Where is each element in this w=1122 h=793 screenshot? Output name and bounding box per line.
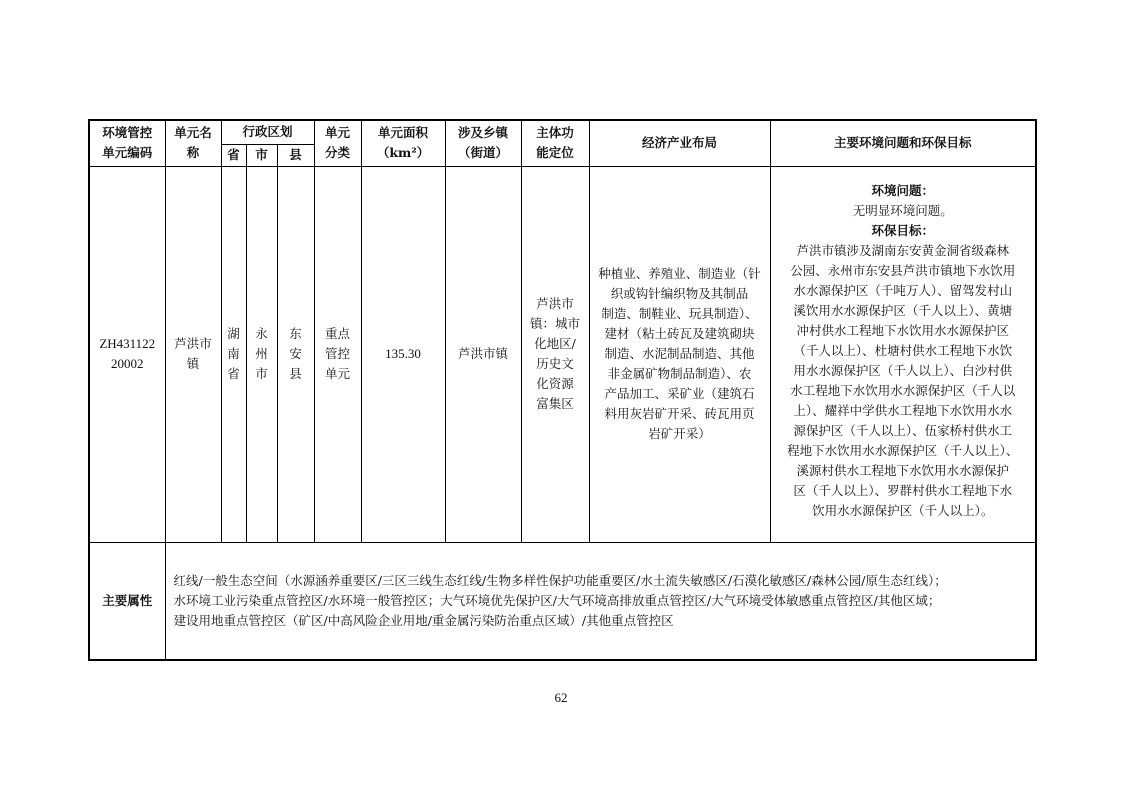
cell-city: 永 州 市 bbox=[246, 166, 277, 542]
env-problem-text: 无明显环境问题。 bbox=[852, 202, 953, 218]
env-goal-label: 环保目标： bbox=[871, 222, 935, 238]
header-province: 省 bbox=[221, 144, 246, 166]
attributes-row bbox=[89, 542, 1036, 660]
header-name: 单元名 称 bbox=[165, 120, 221, 166]
header-area: 单元面积 （km²） bbox=[361, 120, 445, 166]
header-economy: 经济产业布局 bbox=[589, 120, 770, 166]
cell-county: 东 安 县 bbox=[277, 166, 314, 542]
attributes-label: 主要属性 bbox=[89, 542, 165, 660]
header-city: 市 bbox=[246, 144, 277, 166]
header-county: 县 bbox=[277, 144, 314, 166]
cell-economy: 种植业、养殖业、制造业（针 织或钩针编织物及其制品 制造、制鞋业、玩具制造）、 建材（粘土砖瓦及建筑砌块 制造、水泥制品制造、其他 非金属矿物制品制造）、农 产品加工、采矿业（建筑石 料用灰岩矿开采、砖瓦用页 岩矿开采） bbox=[589, 166, 770, 542]
data-row bbox=[89, 166, 1036, 542]
page-number: 62 bbox=[554, 690, 568, 705]
header-function: 主体功 能定位 bbox=[521, 120, 589, 166]
cell-area: 135.30 bbox=[361, 166, 445, 542]
header-town: 涉及乡镇 （街道） bbox=[445, 120, 521, 166]
cell-code: ZH431122 20002 bbox=[89, 166, 165, 542]
cell-environment: 环境问题： 无明显环境问题。 环保目标： 芦洪市镇涉及湖南东安黄金洞省级森林 公园、永州市东安县芦洪市镇地下水饮用 水水源保护区（千吨万人）、留驾发村山 溪饮用水水源保护区（千人以上）、黄塘 冲村供水工程地下水饮用水水源保护区 （千人以上）、杜塘村供水工程地下水饮 用水水源保护区（千人以上）、白沙村供 水工程地下水饮用水水源保护区（千人以 上）、耀祥中学供水工程地下水饮用水水 源保护区（千人以上）、伍家桥村供水工 程地下水饮用水水源保护区（千人以上）、 溪源村供水工程地下水饮用水水源保护 区（千人以上）、罗群村供水工程地下水 饮用水水源保护区（千人以上）。 bbox=[770, 166, 1036, 542]
attributes-content: 红线/一般生态空间（水源涵养重要区/三区三线生态红线/生物多样性保护功能重要区/水土流失敏感区/石漠化敏感区/森林公园/原生态红线）； 水环境工业污染重点管控区/水环境一般管控区；大气环境优先保护区/大气环境高排放重点管控区/大气环境受体敏感重点管控区/其他区域； 建设用地重点管控区（矿区/中高风险企业用地/重金属污染防治重点区域）/其他重点管控区 bbox=[165, 542, 1036, 660]
control-unit-table bbox=[88, 119, 1037, 661]
header-category: 单元 分类 bbox=[314, 120, 361, 166]
cell-name: 芦洪市 镇 bbox=[165, 166, 221, 542]
cell-category: 重点 管控 单元 bbox=[314, 166, 361, 542]
cell-function: 芦洪市 镇：城市 化地区/ 历史文 化资源 富集区 bbox=[521, 166, 589, 542]
header-code: 环境管控 单元编码 bbox=[89, 120, 165, 166]
cell-province: 湖 南 省 bbox=[221, 166, 246, 542]
env-problem-label: 环境问题： bbox=[871, 182, 935, 198]
header-admin: 行政区划 bbox=[221, 120, 314, 144]
cell-town: 芦洪市镇 bbox=[445, 166, 521, 542]
header-environment: 主要环境问题和环保目标 bbox=[770, 120, 1036, 166]
header-row-1 bbox=[89, 120, 1036, 144]
